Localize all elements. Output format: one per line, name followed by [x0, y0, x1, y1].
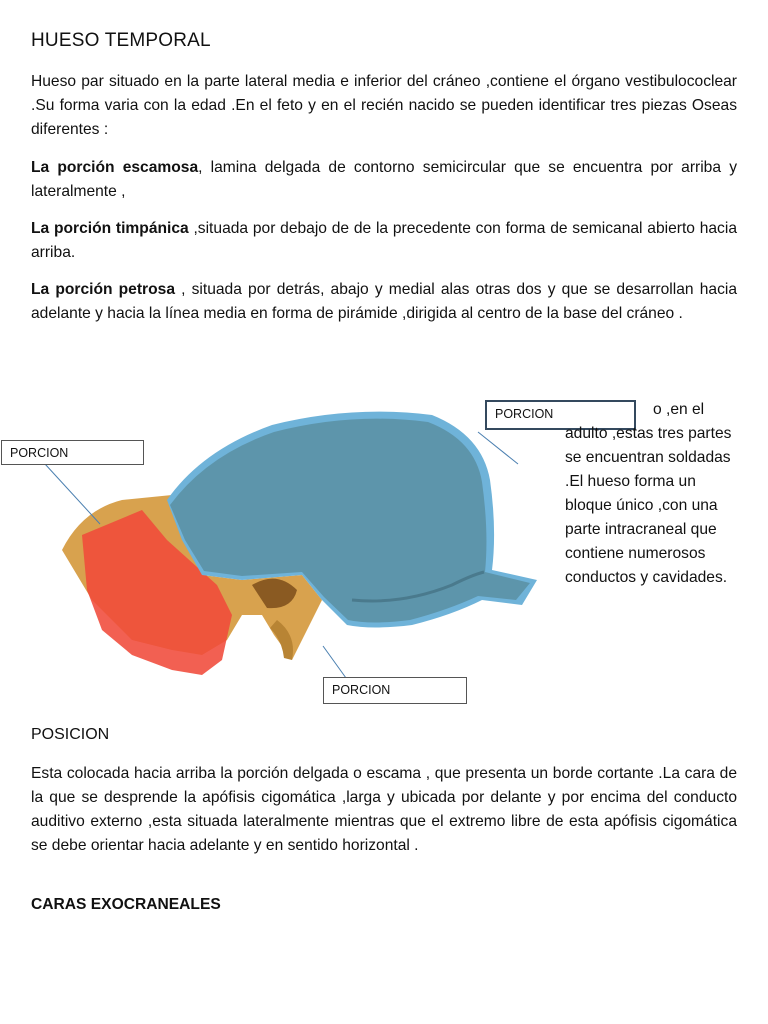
side-text-fragment: o ,en el [653, 401, 705, 418]
portion-text: ,situada por debajo de de la precedente con forma de semicanal abierto hacia arriba. [31, 220, 737, 261]
portion-name: La porción escamosa [31, 159, 199, 176]
label-left: PORCION [1, 440, 144, 465]
portion-escamosa [31, 156, 737, 204]
caras-exocraneales-heading: CARAS EXOCRANEALES [31, 896, 221, 913]
intro-paragraph: Hueso par situado en la parte lateral media e inferior del cráneo ,contiene el órgano vestibulococlear .Su forma varia con la edad .En el feto y en el recién nacido se pueden identificar tres piezas Oseas diferentes : [31, 73, 737, 138]
label-top-right: PORCION [485, 400, 636, 430]
side-text-body: adulto ,estas tres partes se encuentran soldadas .El hueso forma un bloque único ,con una parte intracraneal que contiene numerosos conductos y cavidades. [565, 425, 732, 586]
portion-name: La porción petrosa [31, 281, 175, 298]
page-title: HUESO TEMPORAL [31, 30, 211, 51]
posicion-heading: POSICION [31, 726, 110, 743]
portion-timpanica [31, 217, 737, 265]
posicion-paragraph: Esta colocada hacia arriba la porción delgada o escama , que presenta un borde cortante .La cara de la que se desprende la apófisis cigomática ,larga y ubicada por delante y por encima del conducto auditivo externo ,esta situada lateralmente mientras que el extremo libre de esta apófisis cigomática se debe orientar hacia adelante y en sentido horizontal . [31, 765, 737, 854]
portion-name: La porción timpánica [31, 220, 189, 237]
portion-petrosa [31, 278, 737, 326]
side-description [565, 398, 740, 590]
portion-text: , situada por detrás, abajo y medial alas otras dos y que se desarrollan hacia adelante y hacia la línea media en forma de pirámide ,dirigida al centro de la base del cráneo . [31, 281, 737, 322]
label-bottom: PORCION [323, 677, 467, 704]
portion-text: , lamina delgada de contorno semicircular que se encuentra por arriba y lateralmente , [31, 159, 737, 200]
